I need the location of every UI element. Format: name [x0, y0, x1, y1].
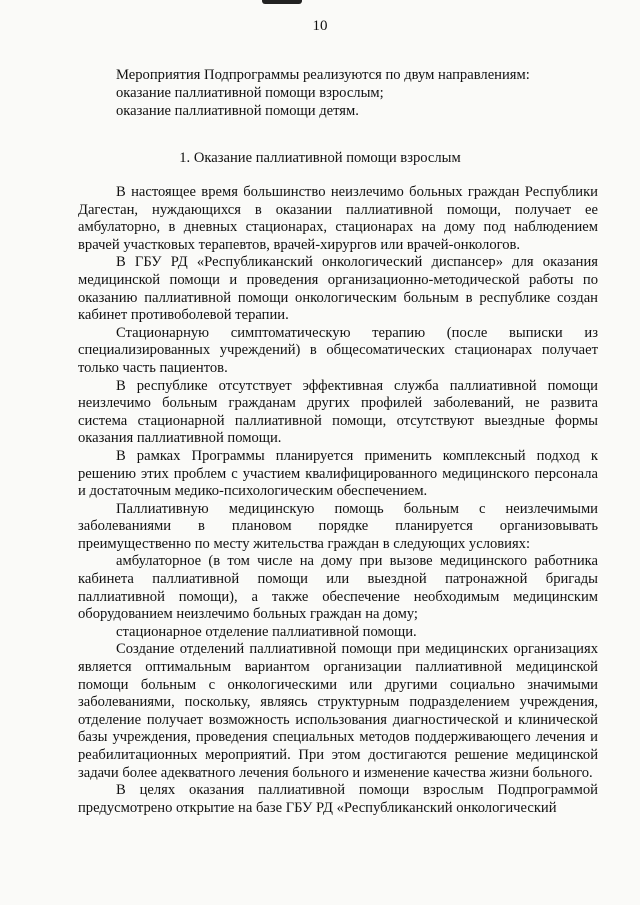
intro-line: оказание паллиативной помощи детям. [116, 103, 359, 119]
body-text [78, 184, 598, 817]
intro-line: оказание паллиативной помощи взрослым; [116, 85, 384, 101]
paragraph: В рамках Программы планируется применить комплексный подход к решению этих проблем с участием квалифицированного медицинского персонала и достаточным медико-психологическим обеспечением. [78, 447, 598, 500]
intro-line: Мероприятия Подпрограммы реализуются по двум направлениям: [116, 67, 530, 83]
paragraph: стационарное отделение паллиативной помощи. [116, 623, 417, 640]
page-number: 10 [312, 18, 328, 34]
paragraph: Паллиативную медицинскую помощь больным с неизлечимыми заболеваниями в плановом порядке планируется организовывать преимущественно по месту жительства граждан в следующих условиях: [78, 500, 598, 552]
paragraph: В республике отсутствует эффективная служба паллиативной помощи неизлечимо больным гражданам других профилей заболеваний, не развита система стационарной паллиативной помощи, отсутствуют выездные формы оказания паллиативной помощи. [78, 377, 598, 447]
intro-block [116, 66, 586, 120]
paragraph: В ГБУ РД «Республиканский онкологический диспансер» для оказания медицинской помощи и проведения организационно-методической работы по оказанию паллиативной помощи онкологическим больным в республике создан кабинет противоболевой терапии. [78, 254, 598, 324]
paragraph: Создание отделений паллиативной помощи при медицинских организациях является оптимальным вариантом организации паллиативной медицинской помощи больным с онкологическими или другими социально значимыми заболеваниями, поскольку, являясь структурным подразделением учреждения, отделение получает возможность использования диагностической и клинической базы учреждения, проведения специальных методов поддерживающего лечения и реабилитационных мероприятий. При этом достигаются решение медицинской задачи более адекватного лечения больного и изменение качества жизни больного. [78, 641, 598, 781]
paragraph: Стационарную симптоматическую терапию (после выписки из специализированных учреждений) в общесоматических стационарах получает только часть пациентов. [78, 324, 598, 376]
section-heading: 1. Оказание паллиативной помощи взрослым [179, 150, 461, 166]
scan-artifact [262, 0, 302, 4]
paragraph: В целях оказания паллиативной помощи взрослым Подпрограммой предусмотрено открытие на базе ГБУ РД «Республиканский онкологический [78, 782, 598, 816]
paragraph: амбулаторное (в том числе на дому при вызове медицинского работника кабинета паллиативной помощи или выездной патронажной бригады паллиативной помощи), а также обеспечение необходимым медицинским оборудованием неизлечимо больных граждан на дому; [78, 553, 598, 623]
paragraph: В настоящее время большинство неизлечимо больных граждан Республики Дагестан, нуждающихся в оказании паллиативной помощи, получает ее амбулаторно, в дневных стационарах, стационарах на дому под наблюдением врачей участковых терапевтов, врачей-хирургов или врачей-онкологов. [78, 184, 598, 253]
